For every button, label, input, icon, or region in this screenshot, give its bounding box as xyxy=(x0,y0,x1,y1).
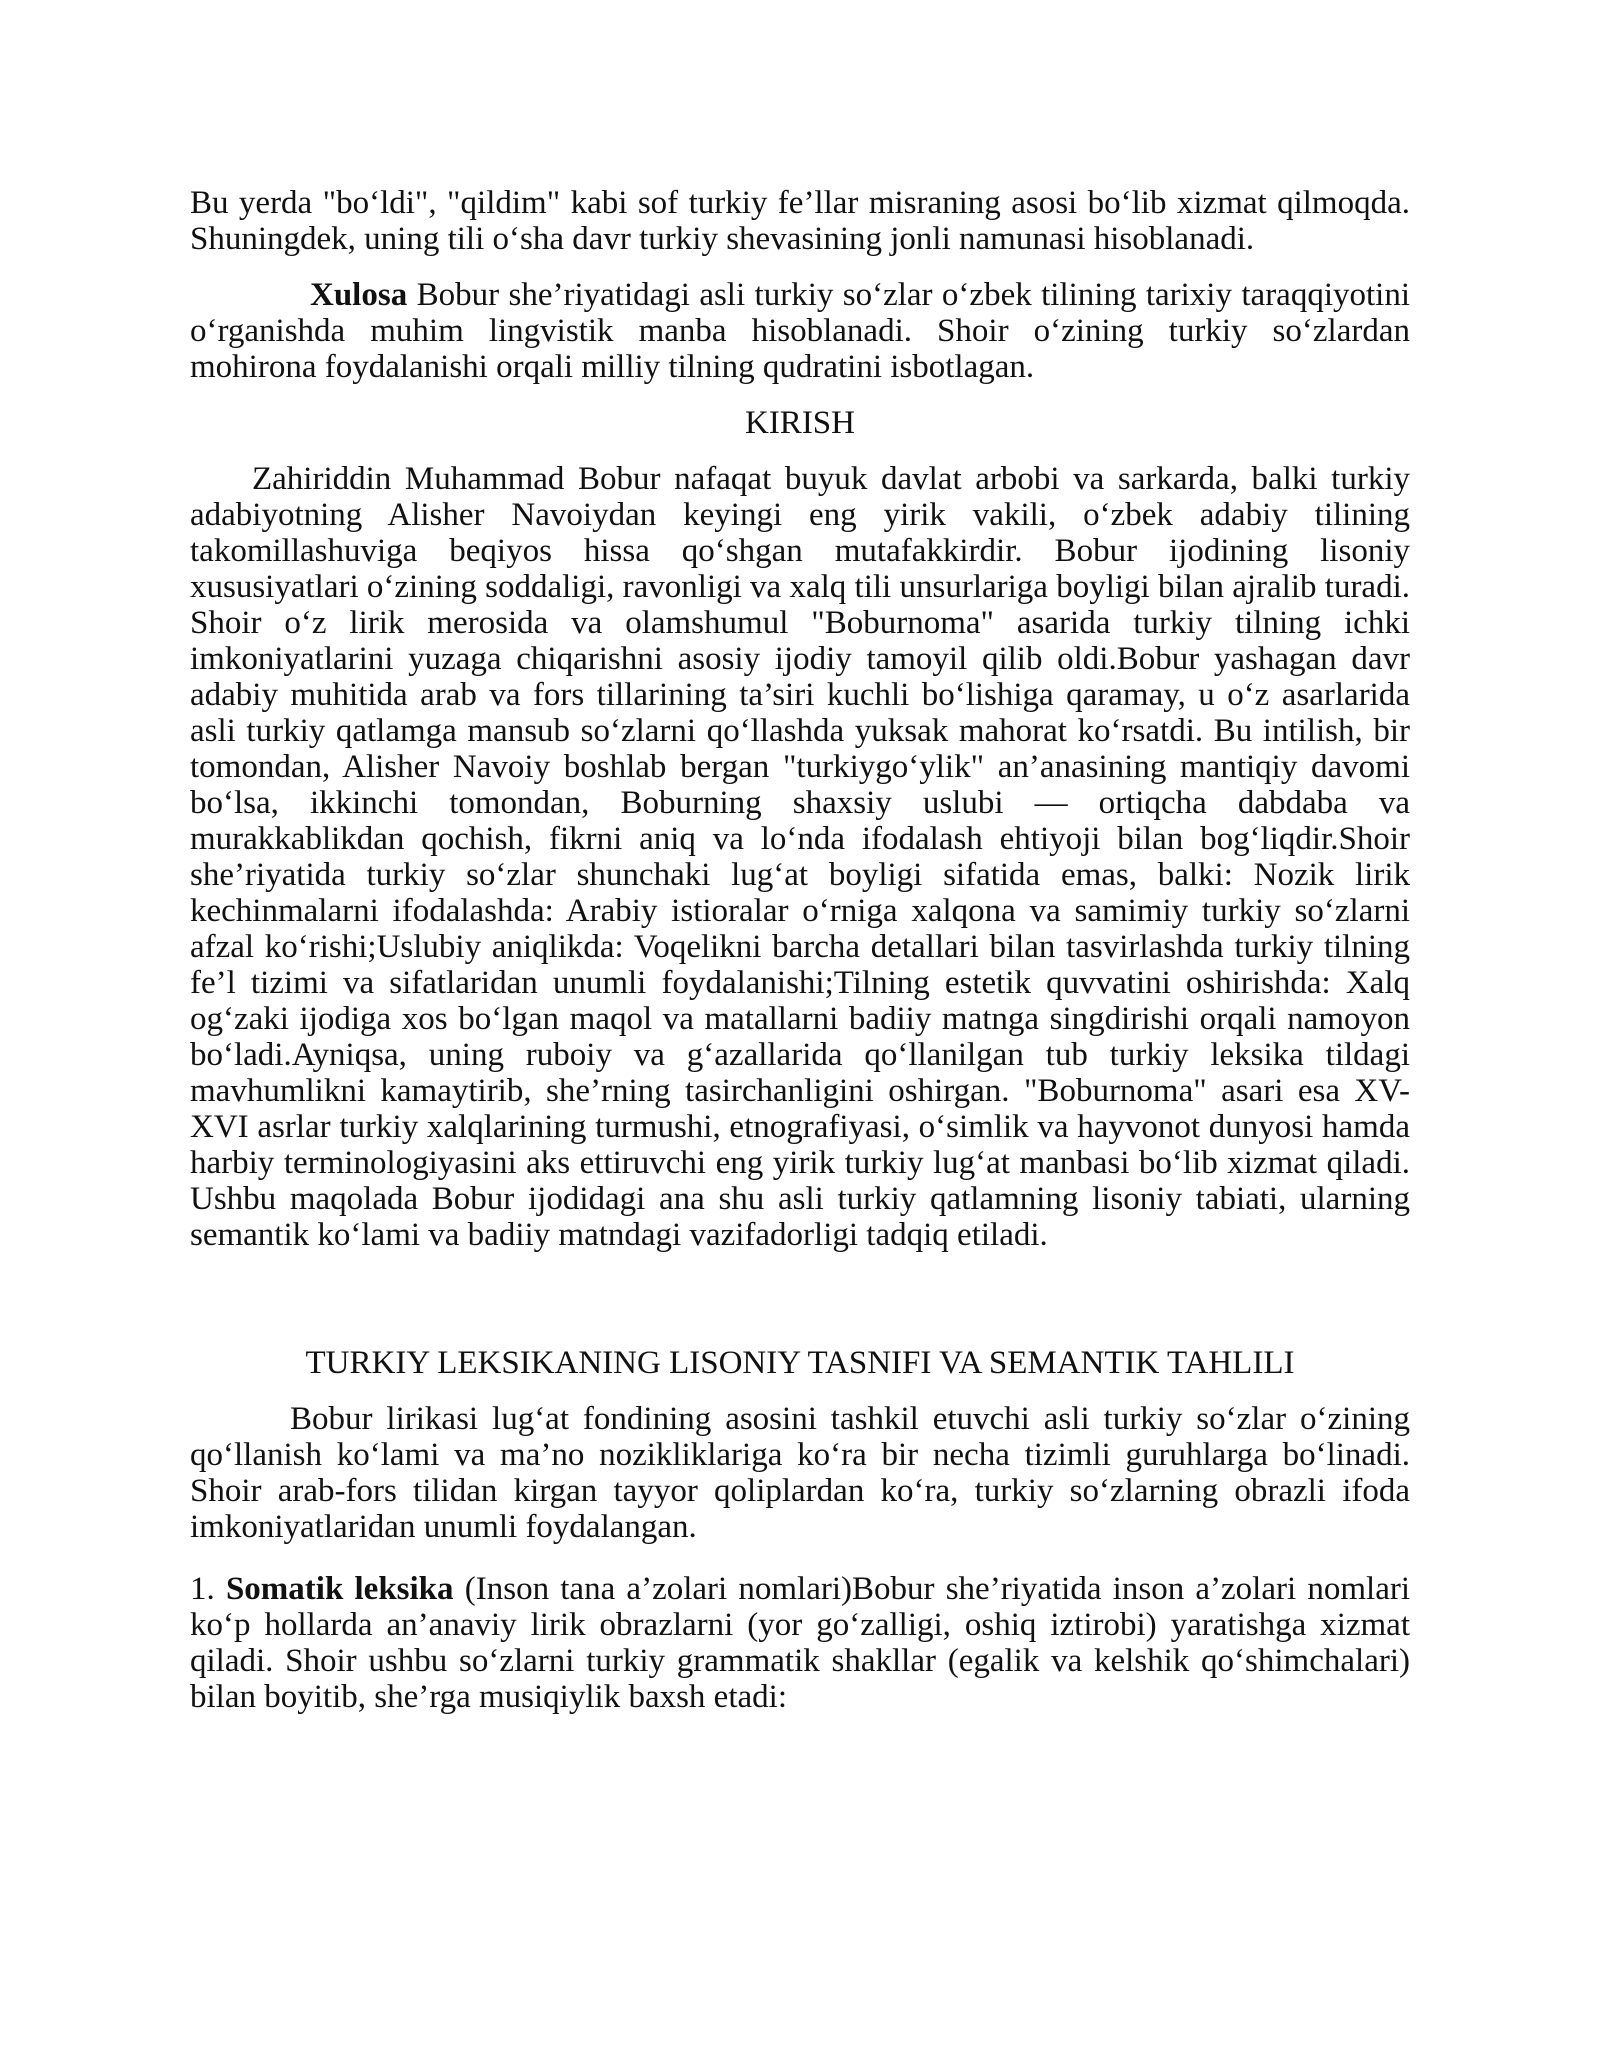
somatic-lexicon-label: Somatik leksika xyxy=(225,1571,454,1607)
heading-section: TURKIY LEKSIKANING LISONIY TASNIFI VA SEMANTIK TAHLILI xyxy=(305,1345,1295,1381)
paragraph-somatic-lexicon xyxy=(190,1571,1410,1715)
conclusion-label: Xulosa xyxy=(310,277,408,313)
paragraph-verb-examples: Bu yerda "bo‘ldi", "qildim" kabi sof turkiy fe’llar misraning asosi bo‘lib xizmat qilmoqda. Shuningdek, uning tili o‘sha davr turkiy shevasining jonli namunasi hisoblanadi. xyxy=(190,185,1410,257)
paragraph-section-intro: Bobur lirikasi lug‘at fondining asosini tashkil etuvchi asli turkiy so‘zlar o‘zining qo‘llanish ko‘lami va ma’no nozikliklariga ko‘ra bir necha tizimli guruhlarga bo‘linadi. Shoir arab-fors tilidan kirgan tayyor qoliplardan ko‘ra, turkiy so‘zlarning obrazli ifoda imkoniyatlaridan unumli foydalangan. xyxy=(190,1401,1410,1545)
paragraph-introduction: Zahiriddin Muhammad Bobur nafaqat buyuk davlat arbobi va sarkarda, balki turkiy adabiyotning Alisher Navoiydan keyingi eng yirik vakili, o‘zbek adabiy tilining takomillashuviga beqiyos hissa qo‘shgan mutafakkirdir. Bobur ijodining lisoniy xususiyatlari o‘zining soddaligi, ravonligi va xalq tili unsurlariga boyligi bilan ajralib turadi. Shoir o‘z lirik merosida va olamshumul "Boburnoma" asarida turkiy tilning ichki imkoniyatlarini yuzaga chiqarishni asosiy ijodiy tamoyil qilib oldi.Bobur yashagan davr adabiy muhitida arab va fors tillarining ta’siri kuchli bo‘lishiga qaramay, u o‘z asarlarida asli turkiy qatlamga mansub so‘zlarni qo‘llashda yuksak mahorat ko‘rsatdi. Bu intilish, bir tomondan, Alisher Navoiy boshlab bergan "turkiygo‘ylik" an’anasining mantiqiy davomi bo‘lsa, ikkinchi tomondan, Boburning shaxsiy uslubi — ortiqcha dabdaba va murakkablikdan qochish, fikrni aniq va lo‘nda ifodalash ehtiyoji bilan bog‘liqdir.Shoir she’riyatida turkiy so‘zlar shunchaki lug‘at boyligi sifatida emas, balki: Nozik lirik kechinmalarni ifodalashda: Arabiy istioralar o‘rniga xalqona va samimiy turkiy so‘zlarni afzal ko‘rishi;Uslubiy aniqlikda: Voqelikni barcha detallari bilan tasvirlashda turkiy tilning fe’l tizimi va sifatlaridan unumli foydalanishi;Tilning estetik quvvatini oshirishda: Xalq og‘zaki ijodiga xos bo‘lgan maqol va matallarni badiiy matnga singdirishi orqali namoyon bo‘ladi.Ayniqsa, uning ruboiy va g‘azallarida qo‘llanilgan tub turkiy leksika tildagi mavhumlikni kamaytirib, she’rning tasirchanligini oshirgan. "Boburnoma" asari esa XV-XVI asrlar turkiy xalqlarining turmushi, etnografiyasi, o‘simlik va hayvonot dunyosi hamda harbiy terminologiyasini aks ettiruvchi eng yirik turkiy lug‘at manbasi bo‘lib xizmat qiladi. Ushbu maqolada Bobur ijodidagi ana shu asli turkiy qatlamning lisoniy tabiati, ularning semantik ko‘lami va badiiy matndagi vazifadorligi tadqiq etiladi. xyxy=(190,461,1410,1253)
heading-introduction: KIRISH xyxy=(744,405,855,441)
document-page xyxy=(190,185,1410,1715)
conclusion-text: Bobur she’riyatidagi asli turkiy so‘zlar o‘zbek tilining tarixiy taraqqiyotini o‘rganishda muhim lingvistik manba hisoblanadi. Shoir o‘zining turkiy so‘zlardan mohirona foydalanishi orqali milliy tilning qudratini isbotlagan. xyxy=(190,277,1410,385)
paragraph-conclusion xyxy=(190,277,1410,385)
item-number: 1. xyxy=(190,1571,226,1607)
somatic-lexicon-text: (Inson tana a’zolari nomlari)Bobur she’riyatida inson a’zolari nomlari ko‘p hollarda an’anaviy lirik obrazlarni (yor go‘zalligi, oshiq iztirobi) yaratishga xizmat qiladi. Shoir ushbu so‘zlarni turkiy grammatik shakllar (egalik va kelshik qo‘shimchalari) bilan boyitib, she’rga musiqiylik baxsh etadi: xyxy=(190,1571,1410,1715)
